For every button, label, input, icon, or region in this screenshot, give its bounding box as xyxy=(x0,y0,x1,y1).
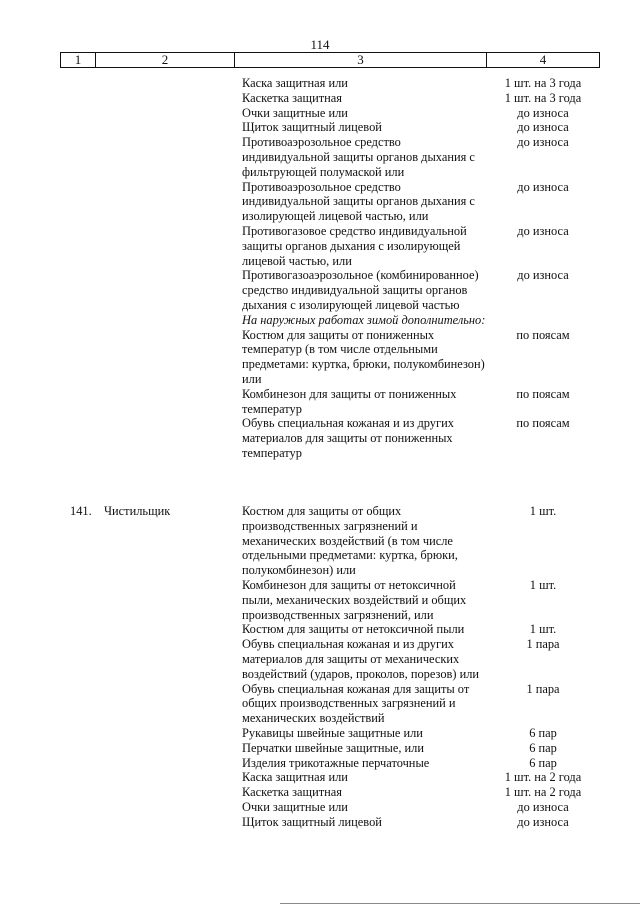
table-row xyxy=(0,578,640,622)
table-row xyxy=(0,622,640,637)
item-text: Каска защитная или xyxy=(242,76,348,90)
item-text: Каска защитная или xyxy=(242,770,348,785)
entry-number: 141. xyxy=(70,504,92,518)
item-text: Костюм для защиты от пониженных температур (в том числе отдельными предметами: куртка, брюки, полукомбинезон) или xyxy=(242,327,485,386)
table-row xyxy=(0,637,640,681)
table-row xyxy=(0,106,640,121)
winter-subheading: На наружных работах зимой дополнительно: xyxy=(242,312,486,327)
table-row xyxy=(0,224,640,268)
item-text: Очки защитные или xyxy=(242,105,348,120)
item-text: Перчатки швейные защитные, или xyxy=(242,740,424,755)
column-header-table xyxy=(60,52,600,68)
item-norm: до износа xyxy=(517,799,569,814)
table-row xyxy=(0,504,640,578)
table-row xyxy=(0,135,640,179)
item-norm: 1 шт. на 2 года xyxy=(504,785,582,800)
item-norm: по поясам xyxy=(516,386,570,401)
table-row xyxy=(0,726,640,741)
item-norm: по поясам xyxy=(516,327,570,342)
column-header-1: 1 xyxy=(61,53,96,68)
item-norm: 1 пара xyxy=(526,681,560,696)
table-row xyxy=(0,770,640,785)
profession-name: Чистильщик xyxy=(104,504,171,518)
table-row xyxy=(0,180,640,224)
item-norm: до износа xyxy=(517,223,569,238)
item-text: Рукавицы швейные защитные или xyxy=(242,725,423,740)
item-norm: до износа xyxy=(517,120,569,135)
block-continuation xyxy=(0,76,640,461)
item-norm: 1 шт. xyxy=(529,504,557,518)
block-profession-141 xyxy=(0,504,640,830)
subheading-row xyxy=(0,313,640,328)
item-text: Щиток защитный лицевой xyxy=(242,120,382,135)
table-row xyxy=(0,756,640,771)
table-row xyxy=(0,76,640,91)
item-norm: 1 шт. xyxy=(529,622,557,637)
table-row xyxy=(0,741,640,756)
item-norm: 1 шт. xyxy=(529,577,557,592)
item-text: Каскетка защитная xyxy=(242,785,342,800)
table-row xyxy=(0,387,640,417)
bottom-edge-line xyxy=(280,903,640,904)
table-row xyxy=(0,785,640,800)
item-text: Противогазовое средство индивидуальной защиты органов дыхания с изолирующей лицевой частью, или xyxy=(242,223,467,268)
item-text: Щиток защитный лицевой xyxy=(242,814,382,829)
item-text: Противогазоаэрозольное (комбинированное) средство индивидуальной защиты органов дыхания с изолирующей лицевой частью xyxy=(242,268,479,312)
item-text: Очки защитные или xyxy=(242,799,348,814)
table-row xyxy=(0,328,640,387)
item-norm: 1 шт. на 2 года xyxy=(504,770,582,785)
table-row xyxy=(0,120,640,135)
item-norm: 6 пар xyxy=(529,740,557,755)
table-row xyxy=(0,682,640,726)
table-row xyxy=(0,815,640,830)
item-norm: 6 пар xyxy=(529,725,557,740)
item-text: Противоаэрозольное средство индивидуальной защиты органов дыхания с фильтрующей полумаской или xyxy=(242,135,475,179)
item-text: Каскетка защитная xyxy=(242,90,342,105)
item-norm: до износа xyxy=(517,179,569,194)
table-row xyxy=(0,800,640,815)
column-header-4: 4 xyxy=(487,53,600,68)
table-row xyxy=(0,416,640,460)
item-norm: до износа xyxy=(517,814,569,829)
item-norm: до износа xyxy=(517,105,569,120)
column-header-3: 3 xyxy=(235,53,487,68)
item-text: Комбинезон для защиты от пониженных температур xyxy=(242,386,457,416)
item-text: Комбинезон для защиты от нетоксичной пыли, механических воздействий и общих производственных загрязнений, или xyxy=(242,577,467,622)
page-number: 114 xyxy=(310,37,330,52)
item-text: Костюм для защиты от нетоксичной пыли xyxy=(242,622,465,637)
item-norm: 1 пара xyxy=(526,637,560,652)
item-norm: по поясам xyxy=(516,416,570,431)
item-norm: 1 шт. на 3 года xyxy=(504,90,582,105)
item-norm: 1 шт. на 3 года xyxy=(504,76,582,90)
item-text: Обувь специальная кожаная и из других материалов для защиты от пониженных температур xyxy=(242,416,454,460)
item-text: Обувь специальная кожаная и из других материалов для защиты от механических воздействий (ударов, проколов, порезов) или xyxy=(242,637,480,681)
item-text: Противоаэрозольное средство индивидуальной защиты органов дыхания с изолирующей лицевой частью, или xyxy=(242,179,475,224)
item-text: Костюм для защиты от общих производственных загрязнений и механических воздействий (в том числе отдельными предметами: куртка, брюки, полукомбинезон) или xyxy=(242,504,458,578)
item-norm: 6 пар xyxy=(529,755,557,770)
item-text: Изделия трикотажные перчаточные xyxy=(242,755,430,770)
column-header-2: 2 xyxy=(96,53,235,68)
table-row xyxy=(0,91,640,106)
item-norm: до износа xyxy=(517,268,569,283)
table-row xyxy=(0,268,640,312)
item-text: Обувь специальная кожаная для защиты от общих производственных загрязнений и механических воздействий xyxy=(242,681,470,726)
item-norm: до износа xyxy=(517,135,569,150)
